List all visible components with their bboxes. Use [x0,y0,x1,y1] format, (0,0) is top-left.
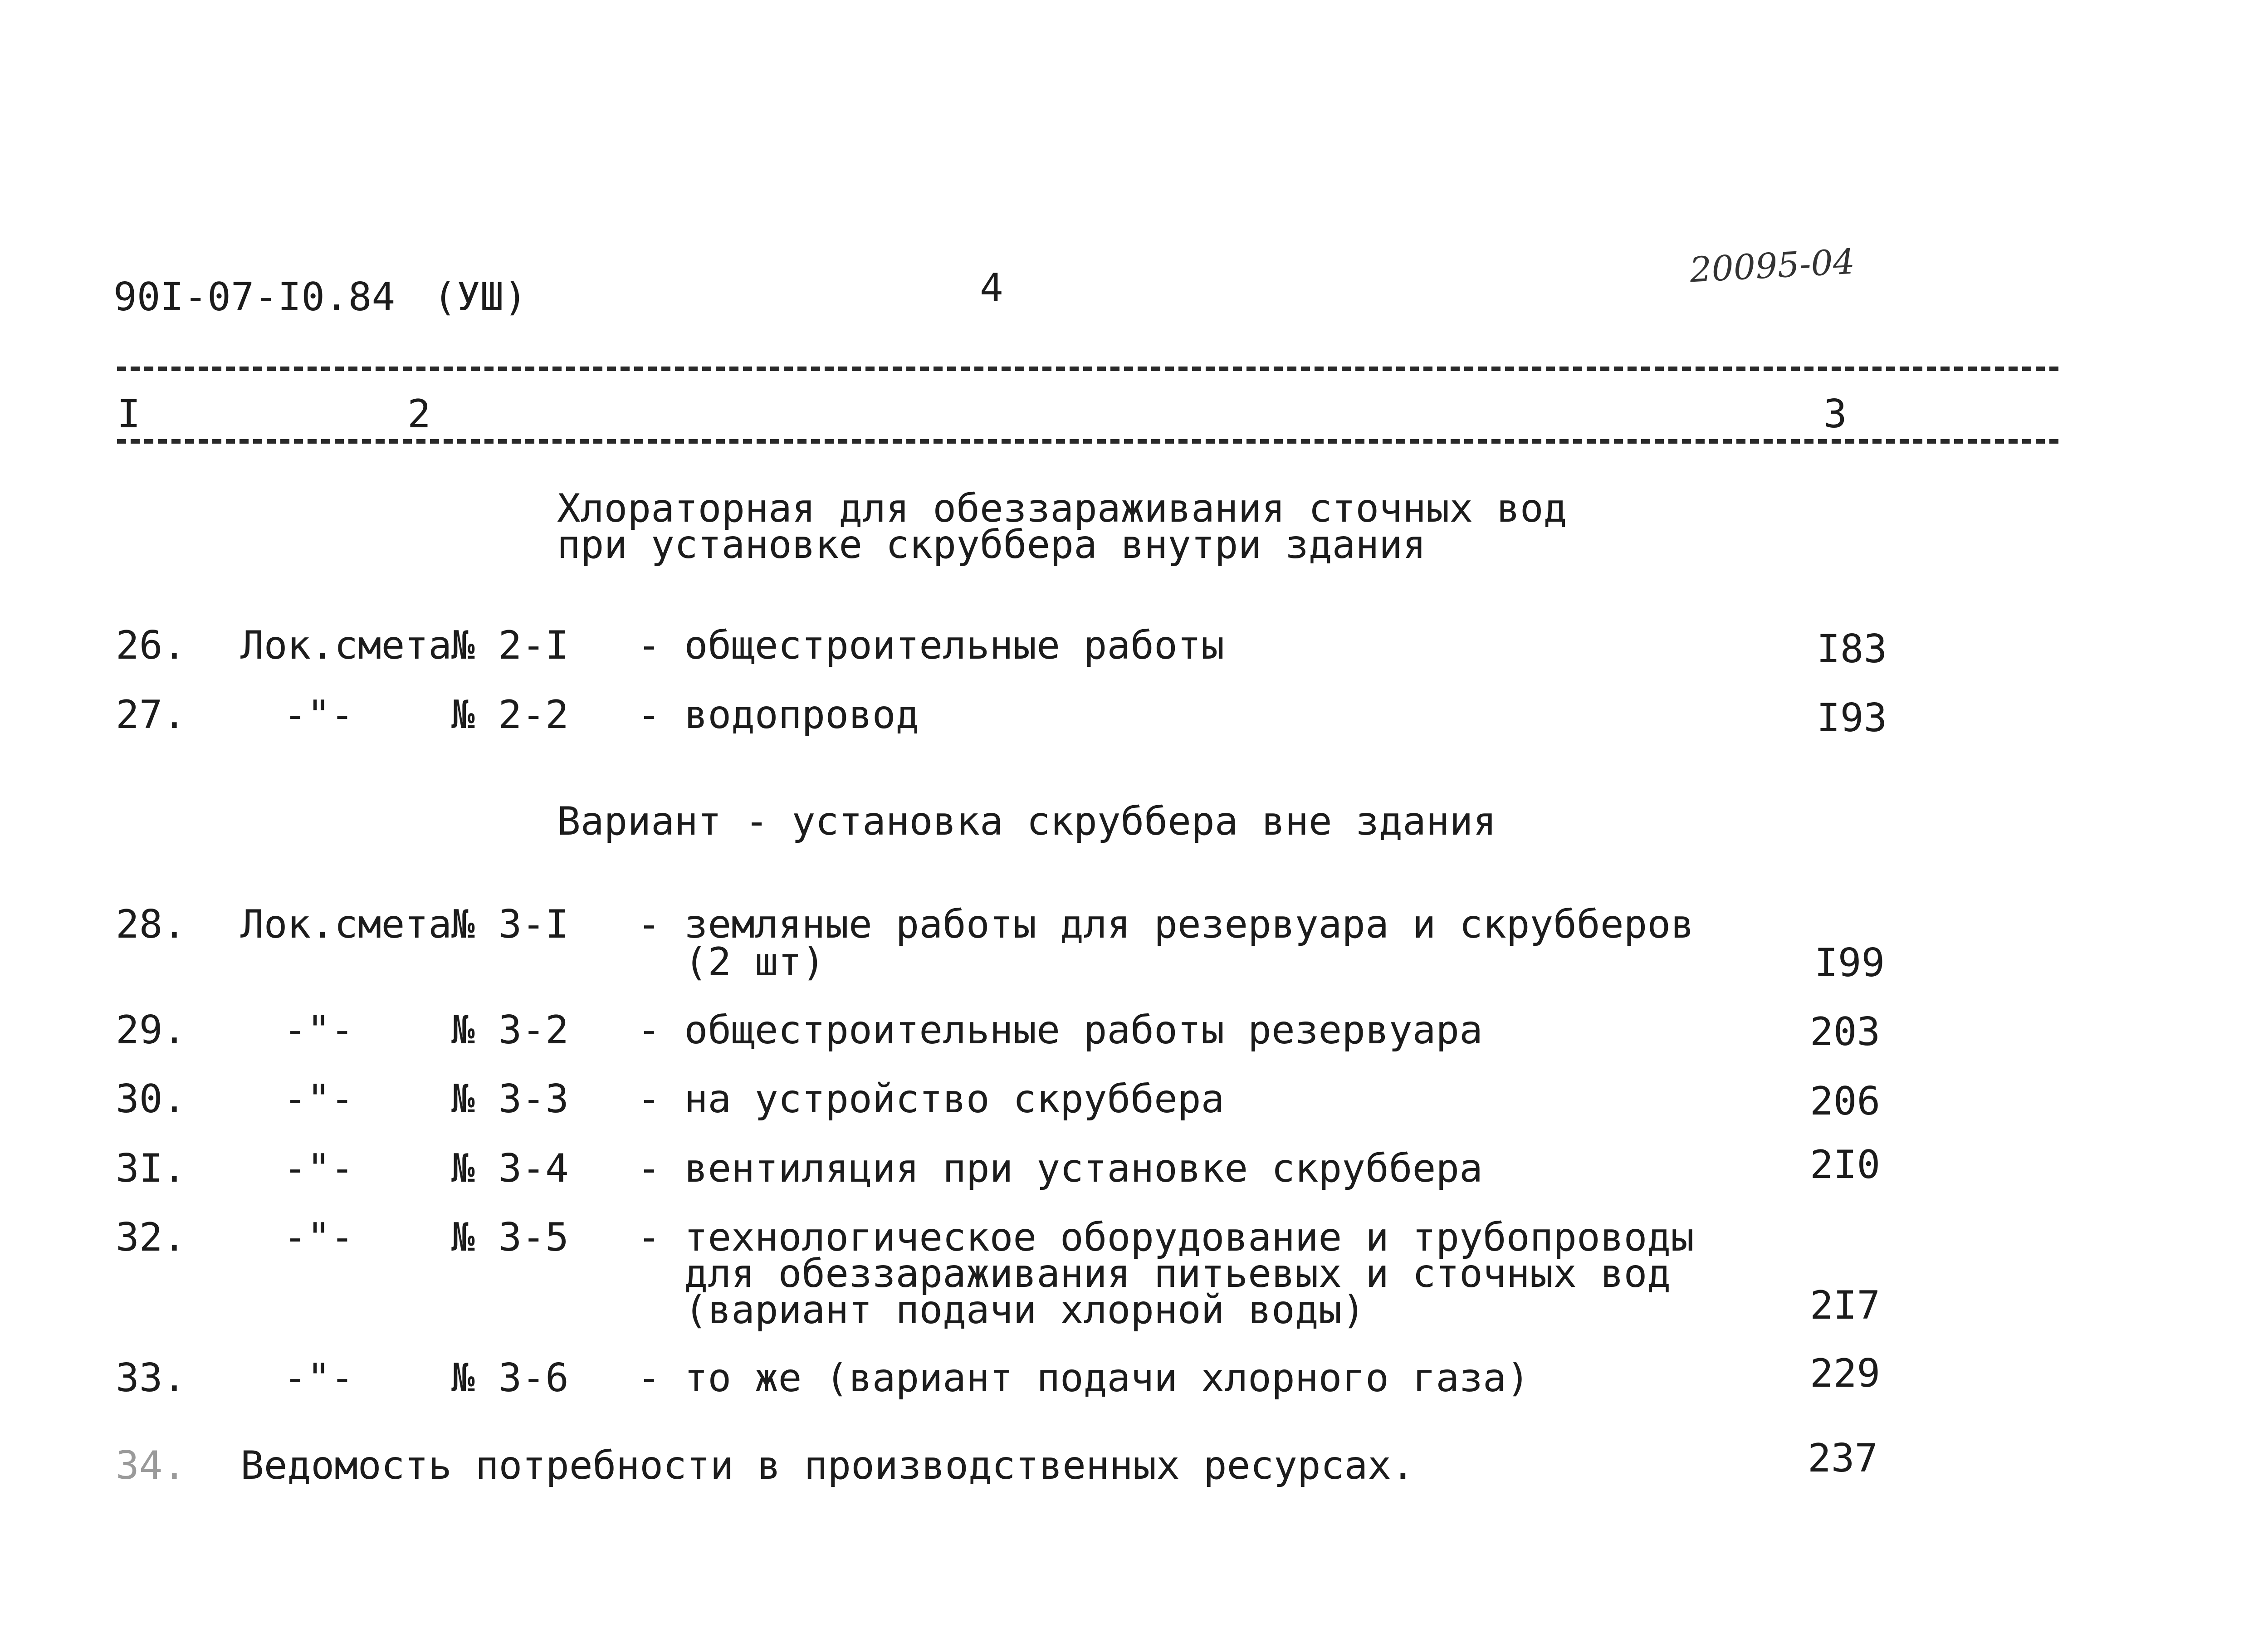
row-type: -"- [284,1146,354,1191]
row-number: 3I. [116,1146,186,1191]
row-number: 32. [116,1215,186,1260]
row-description: - то же (вариант подачи хлорного газа) [637,1355,1530,1401]
row-number: 27. [116,692,186,738]
row-ref: № 3-6 [451,1355,569,1401]
row-ref: № 3-4 [451,1146,569,1191]
row-description: - общестроительные работы [637,623,1225,668]
document-code: 90I-07-I0.84 [113,274,396,320]
row-type: Лок.смета [240,902,452,947]
handwritten-number: 20095-04 [1688,241,1856,290]
row-page: I99 [1814,940,1885,986]
row-page: 206 [1810,1079,1881,1124]
row-number: 34. [116,1443,186,1488]
row-ref: № 2-2 [451,692,569,738]
row-description: - общестроительные работы резервуара [637,1007,1483,1053]
row-ref: № 2-I [451,623,569,668]
section-title-line: при установке скрубберa внутри здания [557,522,1426,567]
row-page: 2I7 [1810,1283,1881,1328]
row-description: - технологическое оборудование и трубопроводы [637,1215,1694,1260]
row-description: - на устройство скруббера [637,1076,1225,1122]
section-title-line: Вариант - установка скруббера вне здания [557,799,1497,844]
row-number: 28. [116,902,186,947]
row-description: Ведомость потребности в производственных ресурсах. [240,1443,1415,1488]
row-type: -"- [284,1215,354,1260]
row-number: 26. [116,623,186,668]
header-top-rule [117,367,2058,371]
row-description: для обеззараживания питьевых и сточных вод [637,1251,1671,1296]
row-page: I93 [1817,695,1887,741]
row-page: I83 [1817,626,1887,672]
column-number-3: 3 [1823,391,1847,437]
row-description: (вариант подачи хлорной воды) [637,1287,1366,1333]
row-ref: № 3-2 [451,1007,569,1053]
row-type: -"- [284,692,354,738]
page-number: 4 [980,265,1003,311]
volume-label: (УШ) [433,274,528,320]
row-number: 33. [116,1355,186,1401]
column-number-1: I [117,391,141,437]
row-ref: № 3-5 [451,1215,569,1260]
row-ref: № 3-3 [451,1076,569,1122]
row-description: - водопровод [637,692,919,738]
row-type: -"- [284,1355,354,1401]
row-number: 30. [116,1076,186,1122]
row-page: 2I0 [1810,1142,1881,1188]
row-description: (2 шт) [637,939,826,985]
row-type: Лок.смета [240,623,452,668]
row-ref: № 3-I [451,902,569,947]
row-page: 237 [1808,1436,1878,1481]
row-type: -"- [284,1076,354,1122]
row-page: 229 [1810,1351,1881,1396]
row-type: -"- [284,1007,354,1053]
row-description: - земляные работы для резервуара и скрубберов [637,902,1694,947]
header-bottom-rule [117,439,2058,444]
row-number: 29. [116,1007,186,1053]
column-number-2: 2 [407,391,431,437]
row-page: 203 [1810,1009,1881,1055]
section-title-line: Хлораторная для обеззараживания сточных вод [557,486,1567,531]
row-description: - вентиляция при установке скруббера [637,1146,1483,1191]
